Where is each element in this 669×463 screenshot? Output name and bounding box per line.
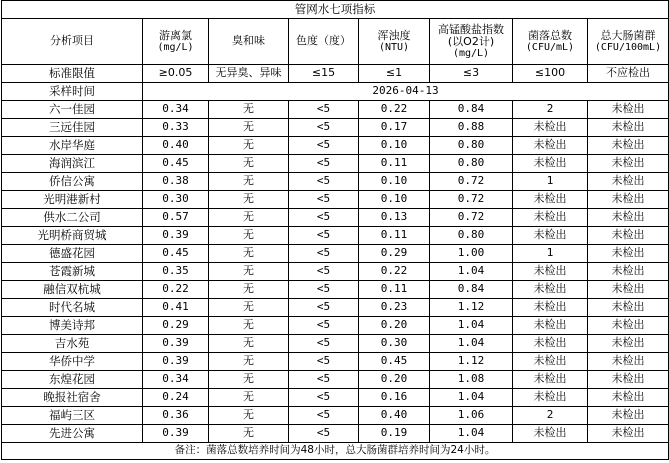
site-name: 先进公寓: [2, 425, 143, 443]
header-chlorine-name: 游离氯: [159, 28, 192, 42]
cell-value: 无: [209, 389, 289, 407]
cell-value: 无: [209, 263, 289, 281]
cell-value: 0.45: [143, 245, 209, 263]
site-name: 六一佳园: [2, 101, 143, 119]
title-row: [2, 1, 669, 19]
table-row: [2, 353, 669, 371]
table-row: [2, 209, 669, 227]
cell-value: <5: [289, 371, 359, 389]
cell-value: 0.57: [143, 209, 209, 227]
cell-value: 未检出: [588, 299, 669, 317]
cell-value: 1.04: [430, 389, 513, 407]
cell-value: 2: [513, 407, 588, 425]
site-name: 东煌花园: [2, 371, 143, 389]
cell-value: 未检出: [513, 425, 588, 443]
cell-value: <5: [289, 155, 359, 173]
water-quality-table: [1, 0, 669, 460]
table-row: [2, 155, 669, 173]
header-cod: [430, 19, 513, 65]
cell-value: 无: [209, 425, 289, 443]
standard-value: ≤15: [289, 65, 359, 83]
cell-value: 未检出: [513, 353, 588, 371]
cell-value: 未检出: [513, 227, 588, 245]
header-turbidity-unit: (NTU): [378, 42, 410, 54]
cell-value: 0.45: [143, 155, 209, 173]
cell-value: <5: [289, 227, 359, 245]
cell-value: 无: [209, 245, 289, 263]
cell-value: 0.45: [359, 353, 430, 371]
cell-value: 未检出: [588, 425, 669, 443]
table-row: [2, 425, 669, 443]
header-item: 分析项目: [2, 19, 143, 65]
cell-value: 未检出: [513, 389, 588, 407]
cell-value: 未检出: [588, 281, 669, 299]
cell-value: 0.20: [359, 371, 430, 389]
cell-value: 0.88: [430, 119, 513, 137]
cell-value: 无: [209, 173, 289, 191]
cell-value: 未检出: [588, 371, 669, 389]
cell-value: 无: [209, 191, 289, 209]
cell-value: 0.11: [359, 227, 430, 245]
sampling-date: 2026-04-13: [143, 83, 669, 101]
table-title: 管网水七项指标: [2, 1, 669, 19]
cell-value: 0.72: [430, 173, 513, 191]
cell-value: 0.40: [359, 407, 430, 425]
site-name: 博美诗邦: [2, 317, 143, 335]
cell-value: 无: [209, 137, 289, 155]
header-color: 色度（度）: [289, 19, 359, 65]
cell-value: 未检出: [513, 263, 588, 281]
cell-value: 1.12: [430, 299, 513, 317]
cell-value: 无: [209, 407, 289, 425]
cell-value: 0.84: [430, 101, 513, 119]
cell-value: 0.24: [143, 389, 209, 407]
site-name: 光明桥商贸城: [2, 227, 143, 245]
cell-value: 0.34: [143, 101, 209, 119]
cell-value: 1.06: [430, 407, 513, 425]
cell-value: 未检出: [588, 227, 669, 245]
cell-value: 0.16: [359, 389, 430, 407]
cell-value: 0.39: [143, 335, 209, 353]
cell-value: 0.10: [359, 191, 430, 209]
cell-value: <5: [289, 299, 359, 317]
cell-value: 无: [209, 335, 289, 353]
header-cod-name: 高锰酸盐指数: [438, 22, 504, 36]
cell-value: <5: [289, 209, 359, 227]
header-coliform: [588, 19, 669, 65]
header-colony-unit: (CFU/mL): [525, 42, 575, 54]
cell-value: 无: [209, 101, 289, 119]
cell-value: 未检出: [588, 209, 669, 227]
cell-value: 0.40: [143, 137, 209, 155]
site-name: 晚报社宿舍: [2, 389, 143, 407]
cell-value: 0.80: [430, 227, 513, 245]
cell-value: 未检出: [588, 389, 669, 407]
cell-value: 2: [513, 101, 588, 119]
cell-value: 未检出: [588, 335, 669, 353]
cell-value: 0.22: [143, 281, 209, 299]
cell-value: <5: [289, 425, 359, 443]
table-row: [2, 173, 669, 191]
sampling-label: 采样时间: [2, 83, 143, 101]
cell-value: 0.17: [359, 119, 430, 137]
site-name: 福屿三区: [2, 407, 143, 425]
cell-value: 0.80: [430, 137, 513, 155]
cell-value: 0.22: [359, 263, 430, 281]
sampling-row: [2, 83, 669, 101]
header-colony-name: 菌落总数: [528, 28, 572, 42]
header-odor: 臭和味: [209, 19, 289, 65]
cell-value: 无: [209, 209, 289, 227]
cell-value: <5: [289, 191, 359, 209]
cell-value: 未检出: [588, 191, 669, 209]
cell-value: 1: [513, 245, 588, 263]
header-colony: [513, 19, 588, 65]
cell-value: <5: [289, 119, 359, 137]
table-row: [2, 317, 669, 335]
table-row: [2, 137, 669, 155]
cell-value: 未检出: [513, 371, 588, 389]
cell-value: 1.04: [430, 317, 513, 335]
cell-value: 0.72: [430, 191, 513, 209]
cell-value: 0.11: [359, 281, 430, 299]
cell-value: 1.08: [430, 371, 513, 389]
header-cod-unit: (mg/L): [452, 48, 490, 60]
table-row: [2, 299, 669, 317]
cell-value: 0.29: [359, 245, 430, 263]
cell-value: 0.39: [143, 227, 209, 245]
cell-value: 无: [209, 281, 289, 299]
site-name: 海润滨江: [2, 155, 143, 173]
standard-label: 标准限值: [2, 65, 143, 83]
cell-value: 未检出: [588, 263, 669, 281]
cell-value: 0.10: [359, 137, 430, 155]
site-name: 时代名城: [2, 299, 143, 317]
cell-value: 未检出: [513, 299, 588, 317]
cell-value: 0.84: [430, 281, 513, 299]
cell-value: <5: [289, 353, 359, 371]
cell-value: 未检出: [513, 191, 588, 209]
cell-value: <5: [289, 263, 359, 281]
table-row: [2, 191, 669, 209]
header-turbidity-name: 浑浊度: [377, 28, 411, 42]
cell-value: 无: [209, 227, 289, 245]
table-row: [2, 101, 669, 119]
cell-value: 0.35: [143, 263, 209, 281]
cell-value: 无: [209, 317, 289, 335]
cell-value: <5: [289, 173, 359, 191]
header-chlorine: [143, 19, 209, 65]
cell-value: 0.20: [359, 317, 430, 335]
standard-value: ≤1: [359, 65, 430, 83]
cell-value: <5: [289, 245, 359, 263]
cell-value: 未检出: [513, 335, 588, 353]
table-note: 备注：菌落总数培养时间为48小时，总大肠菌群培养时间为24小时。: [2, 443, 669, 460]
site-name: 侨信公寓: [2, 173, 143, 191]
header-coliform-name: 总大肠菌群: [600, 28, 656, 42]
cell-value: 0.30: [143, 191, 209, 209]
table-row: [2, 263, 669, 281]
cell-value: 未检出: [588, 407, 669, 425]
cell-value: 0.10: [359, 173, 430, 191]
table-row: [2, 371, 669, 389]
cell-value: 未检出: [588, 173, 669, 191]
cell-value: 0.72: [430, 209, 513, 227]
cell-value: <5: [289, 281, 359, 299]
cell-value: 0.39: [143, 353, 209, 371]
cell-value: 无: [209, 371, 289, 389]
cell-value: 未检出: [588, 317, 669, 335]
cell-value: 0.22: [359, 101, 430, 119]
cell-value: <5: [289, 137, 359, 155]
cell-value: 未检出: [513, 119, 588, 137]
header-chlorine-unit: (mg/L): [157, 42, 194, 54]
cell-value: 1.00: [430, 245, 513, 263]
site-name: 德盛花园: [2, 245, 143, 263]
cell-value: 未检出: [513, 209, 588, 227]
note-row: [2, 443, 669, 460]
cell-value: 0.30: [359, 335, 430, 353]
header-turbidity: [359, 19, 430, 65]
cell-value: 0.39: [143, 425, 209, 443]
cell-value: <5: [289, 389, 359, 407]
cell-value: 1: [513, 173, 588, 191]
table-row: [2, 227, 669, 245]
cell-value: 1.04: [430, 335, 513, 353]
cell-value: 0.80: [430, 155, 513, 173]
header-coliform-unit: (CFU/100mL): [594, 42, 662, 54]
table-row: [2, 119, 669, 137]
cell-value: 1.04: [430, 263, 513, 281]
cell-value: <5: [289, 335, 359, 353]
cell-value: <5: [289, 101, 359, 119]
cell-value: 未检出: [513, 281, 588, 299]
cell-value: 0.13: [359, 209, 430, 227]
cell-value: 未检出: [588, 119, 669, 137]
standard-value: ≤3: [430, 65, 513, 83]
standard-value: 无异臭、异味: [209, 65, 289, 83]
site-name: 华侨中学: [2, 353, 143, 371]
cell-value: 未检出: [513, 137, 588, 155]
header-row: [2, 19, 669, 65]
site-name: 融信双杭城: [2, 281, 143, 299]
cell-value: <5: [289, 407, 359, 425]
cell-value: 0.23: [359, 299, 430, 317]
site-name: 三远佳园: [2, 119, 143, 137]
standard-value: 不应检出: [588, 65, 669, 83]
cell-value: 未检出: [588, 101, 669, 119]
cell-value: 1.04: [430, 425, 513, 443]
standard-row: [2, 65, 669, 83]
site-name: 光明港新村: [2, 191, 143, 209]
header-cod-sub: (以O2计): [447, 35, 495, 48]
cell-value: 未检出: [588, 137, 669, 155]
cell-value: 未检出: [588, 245, 669, 263]
cell-value: 0.29: [143, 317, 209, 335]
cell-value: 未检出: [588, 155, 669, 173]
cell-value: 0.19: [359, 425, 430, 443]
cell-value: 0.33: [143, 119, 209, 137]
table-row: [2, 335, 669, 353]
cell-value: 0.36: [143, 407, 209, 425]
cell-value: 1.12: [430, 353, 513, 371]
standard-value: ≤100: [513, 65, 588, 83]
cell-value: 0.41: [143, 299, 209, 317]
data-rows: [2, 101, 669, 443]
cell-value: 0.38: [143, 173, 209, 191]
cell-value: 未检出: [513, 317, 588, 335]
table-row: [2, 407, 669, 425]
site-name: 吉水苑: [2, 335, 143, 353]
cell-value: <5: [289, 317, 359, 335]
cell-value: 无: [209, 119, 289, 137]
cell-value: 0.11: [359, 155, 430, 173]
cell-value: 未检出: [588, 353, 669, 371]
cell-value: 无: [209, 353, 289, 371]
table-row: [2, 281, 669, 299]
cell-value: 无: [209, 299, 289, 317]
cell-value: 0.34: [143, 371, 209, 389]
cell-value: 未检出: [513, 155, 588, 173]
site-name: 水岸华庭: [2, 137, 143, 155]
site-name: 苍霞新城: [2, 263, 143, 281]
cell-value: 无: [209, 155, 289, 173]
site-name: 供水二公司: [2, 209, 143, 227]
table-row: [2, 245, 669, 263]
table-row: [2, 389, 669, 407]
standard-value: ≥0.05: [143, 65, 209, 83]
